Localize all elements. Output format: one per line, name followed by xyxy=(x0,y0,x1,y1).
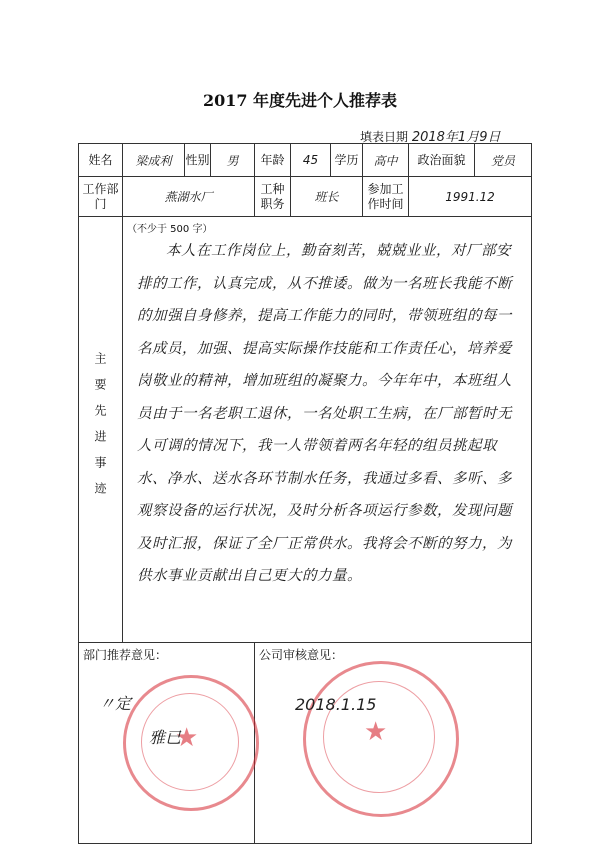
name-label: 姓名 xyxy=(79,144,123,177)
department-value: 燕湖水厂 xyxy=(123,177,255,217)
deeds-label: 主要先进事迹 xyxy=(93,351,107,508)
gender-value: 男 xyxy=(211,144,255,177)
work-start-label: 参加工作时间 xyxy=(363,177,409,217)
work-start-value: 1991.12 xyxy=(409,177,532,217)
name-value: 梁成利 xyxy=(123,144,185,177)
company-review-cell xyxy=(255,643,532,844)
row-basic-info xyxy=(79,144,532,177)
position-value: 班长 xyxy=(291,177,363,217)
gender-label: 性别 xyxy=(185,144,211,177)
company-seal-star-icon: ★ xyxy=(364,717,388,747)
dept-signature-2: 雅已 xyxy=(149,728,182,747)
dept-recommend-label: 部门推荐意见： xyxy=(83,648,168,662)
fill-date-value: 2018年1月9日 xyxy=(411,130,501,145)
dept-signature: 〃定 xyxy=(99,694,132,713)
form-title: 2017 年度先进个人推荐表 xyxy=(202,91,398,110)
education-label: 学历 xyxy=(331,144,363,177)
company-review-date: 2018.1.15 xyxy=(295,695,377,714)
political-label: 政治面貌 xyxy=(409,144,475,177)
fill-date-label: 填表日期 xyxy=(360,130,409,144)
deeds-label-cell xyxy=(79,217,123,643)
dept-seal-star-icon: ★ xyxy=(175,723,199,753)
row-deeds xyxy=(79,217,532,643)
deeds-word-count-note: （不少于 500 字） xyxy=(127,224,213,235)
age-value: 45 xyxy=(291,144,331,177)
department-label: 工作部门 xyxy=(79,177,123,217)
education-value: 高中 xyxy=(363,144,409,177)
recommendation-form-table xyxy=(78,143,532,844)
deeds-cell xyxy=(123,217,532,643)
row-work-info xyxy=(79,177,532,217)
dept-recommend-cell xyxy=(79,643,255,844)
political-value: 党员 xyxy=(475,144,532,177)
row-opinions xyxy=(79,643,532,844)
deeds-text: 本人在工作岗位上，勤奋刻苦，兢兢业业，对厂部安排的工作，认真完成，从不推诿。做为一名班长我能不断的加强自身修养，提高工作能力的同时，带领班组的每一名成员，加强、提高实际操作技能和工作责任心，培养爱岗敬业的精神，增加班组的凝聚力。今年年中，本班组人员由于一名老职工退休，一名处职工生病，在厂部暂时无人可调的情况下，我一人带领着两名年轻的组员挑起取水、净水、送水各环节制水任务，我通过多看、多听、多观察设备的运行状况，及时分析各项运行参数，发现问题及时汇报，保证了全厂正常供水。我将会不断的努力，为供水事业贡献出自己更大的力量。 xyxy=(137,243,512,584)
age-label: 年龄 xyxy=(255,144,291,177)
company-review-label: 公司审核意见： xyxy=(259,648,344,662)
position-label: 工种职务 xyxy=(255,177,291,217)
